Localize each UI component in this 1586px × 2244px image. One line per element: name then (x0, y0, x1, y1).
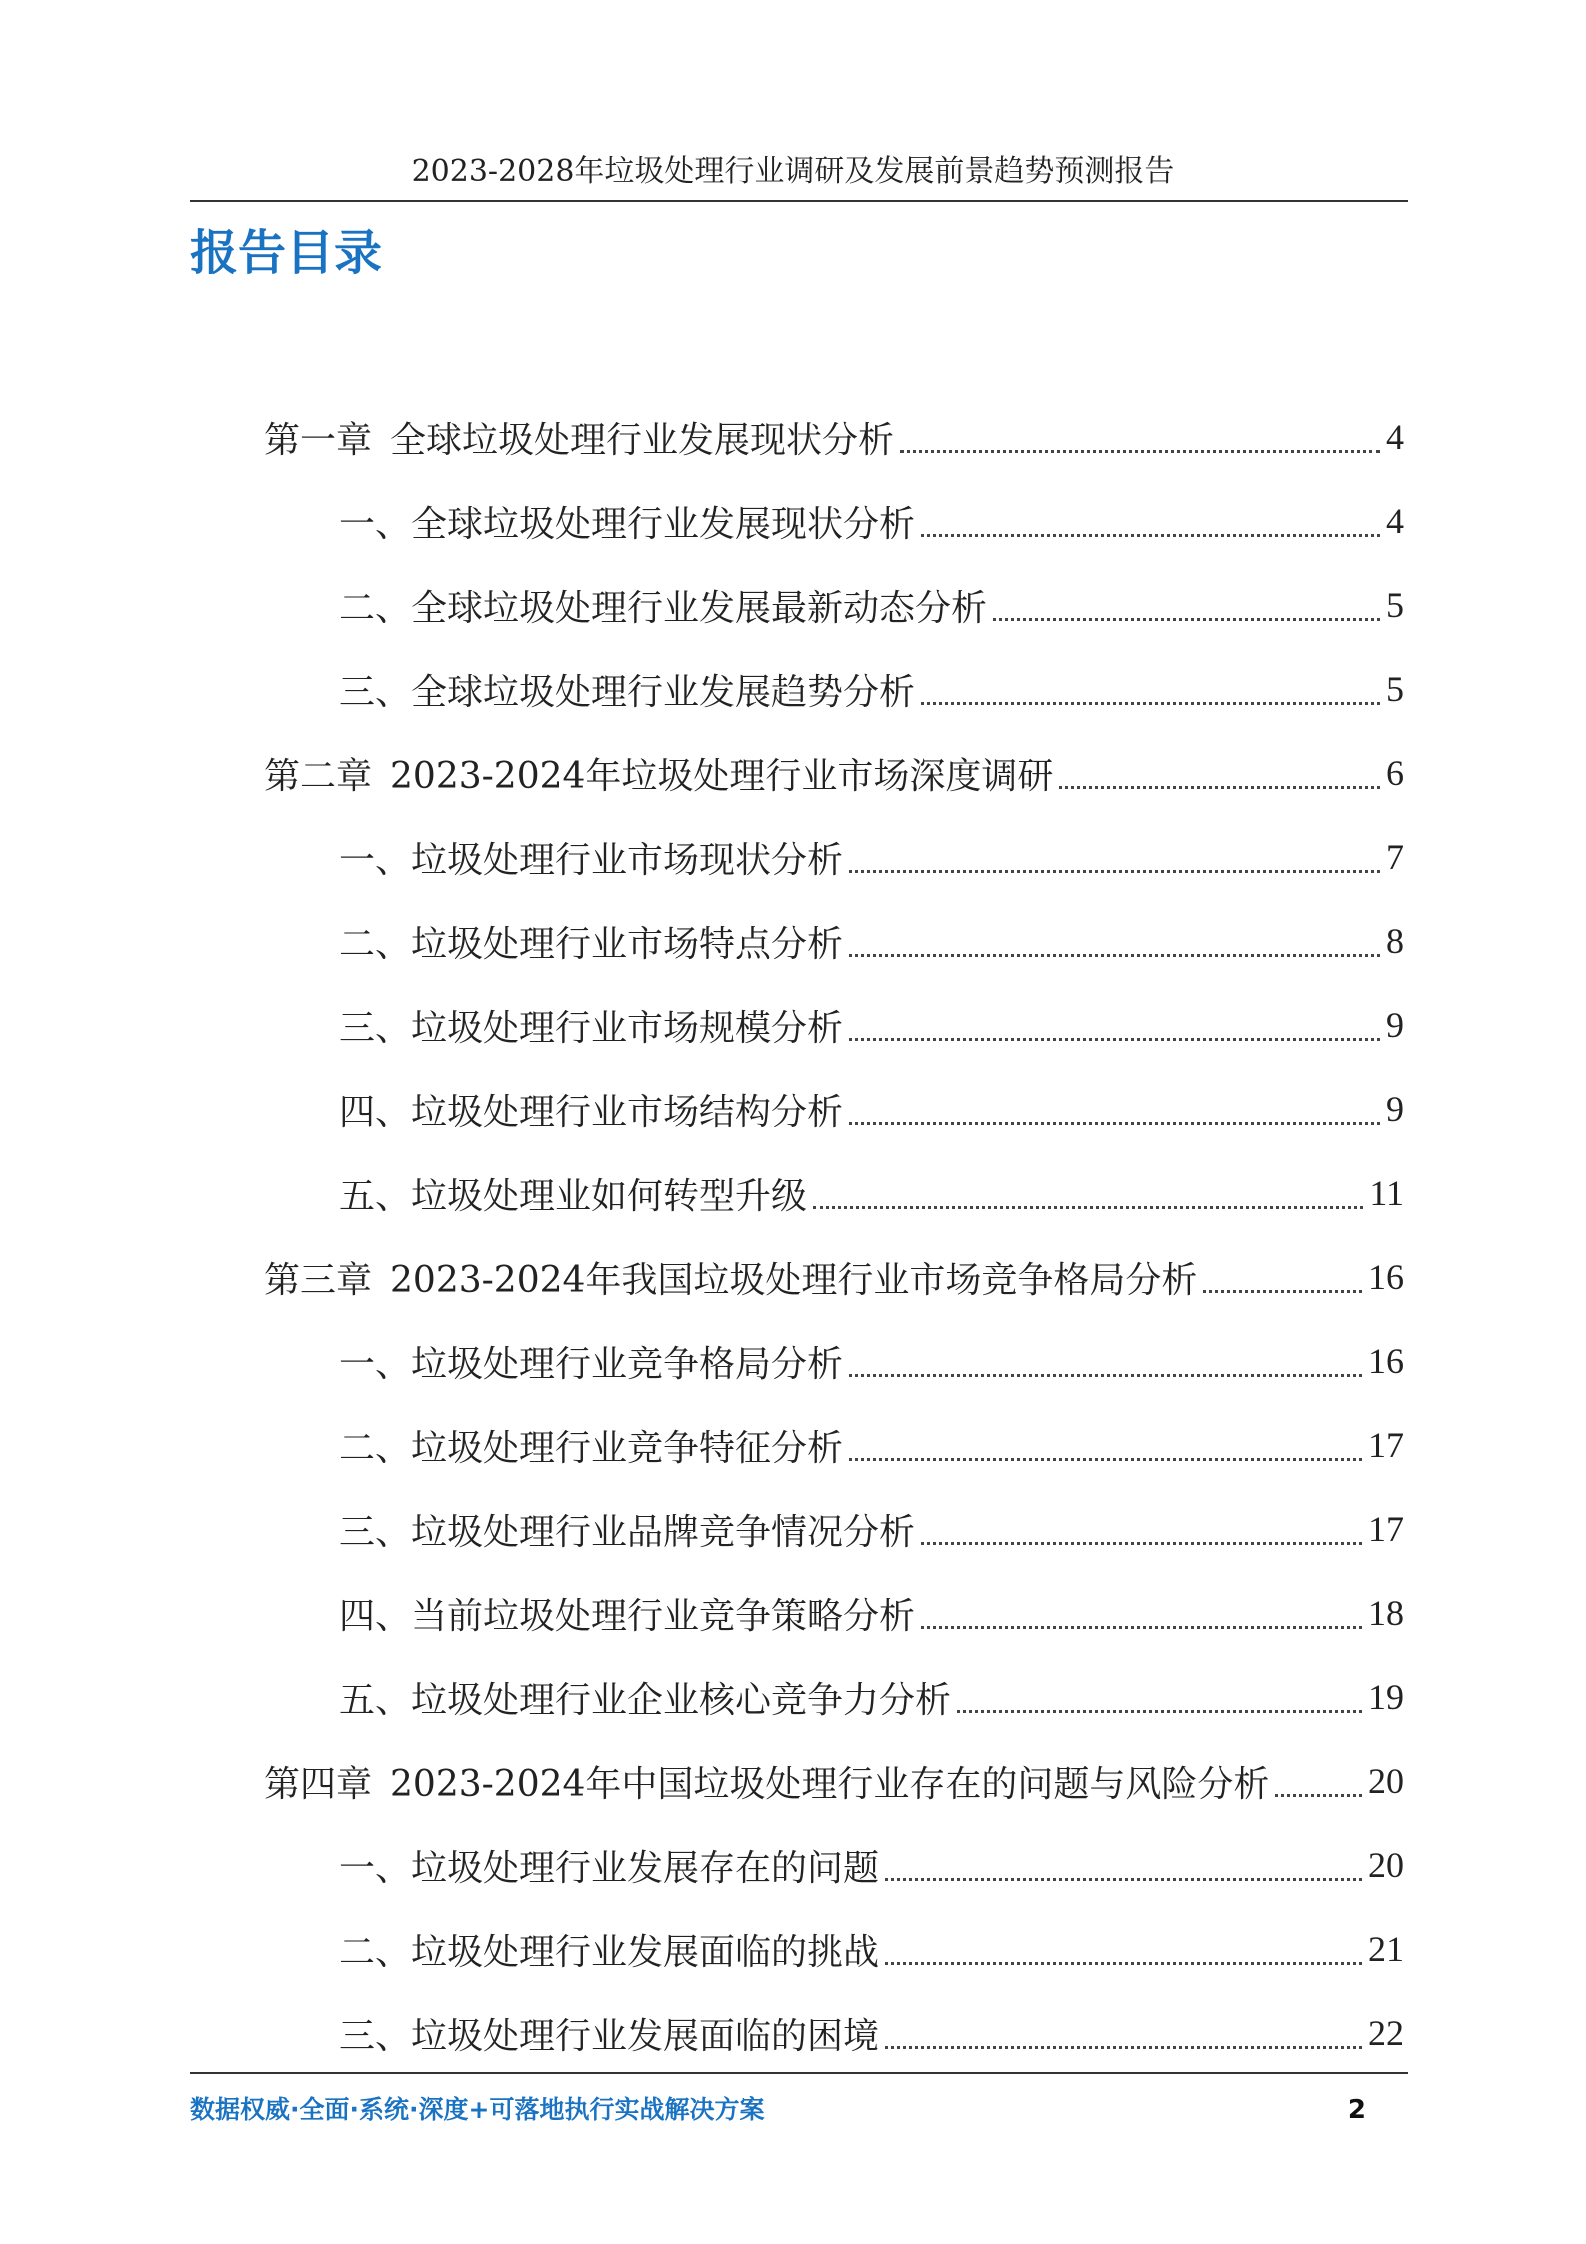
footer-rule (190, 2072, 1408, 2074)
toc-chapter-entry[interactable] (264, 1235, 1404, 1319)
toc-entry-title: 二、垃圾处理行业竞争特征分析 (339, 1427, 844, 1469)
toc-section-entry[interactable] (264, 1571, 1404, 1655)
toc-dot-leader (1203, 1290, 1362, 1293)
toc-section-entry[interactable] (264, 1907, 1404, 1991)
toc-entry-label (339, 1672, 951, 1723)
toc-entry-title: 三、垃圾处理行业市场规模分析 (339, 1007, 844, 1049)
toc-section-entry[interactable] (264, 1151, 1404, 1235)
toc-entry-label (339, 664, 915, 715)
toc-section-entry[interactable] (264, 563, 1404, 647)
toc-dot-leader (813, 1206, 1363, 1209)
toc-entry-label (264, 412, 894, 463)
toc-page-number: 17 (1368, 1425, 1404, 1465)
footer-page-number: 2 (1347, 2095, 1366, 2125)
toc-entry-title: 一、垃圾处理行业竞争格局分析 (339, 1343, 844, 1385)
toc-dot-leader (849, 1038, 1380, 1041)
toc-entry-label (339, 1000, 843, 1051)
toc-entry-title: 一、全球垃圾处理行业发展现状分析 (339, 503, 916, 545)
toc-entry-title: 三、全球垃圾处理行业发展趋势分析 (339, 671, 916, 713)
toc-page-number: 9 (1386, 1089, 1404, 1129)
toc-section-entry[interactable] (264, 1067, 1404, 1151)
toc-page-number: 6 (1386, 753, 1404, 793)
toc-dot-leader (849, 954, 1380, 957)
toc-chapter-number: 第一章 (264, 419, 373, 461)
toc-page-number: 11 (1369, 1173, 1404, 1213)
toc-page-number: 9 (1386, 1005, 1404, 1045)
toc-entry-label (264, 1252, 1197, 1303)
toc-entry-label (339, 1840, 879, 1891)
toc-section-entry[interactable] (264, 1487, 1404, 1571)
header-rule (190, 200, 1408, 202)
toc-chapter-number: 第二章 (264, 755, 373, 797)
toc-section-entry[interactable] (264, 479, 1404, 563)
toc-entry-label (339, 580, 987, 631)
toc-page-number: 19 (1368, 1677, 1404, 1717)
toc-page-number: 16 (1368, 1341, 1404, 1381)
running-header: 2023-2028年垃圾处理行业调研及发展前景趋势预测报告 (411, 154, 1175, 189)
toc-entry-label (339, 1924, 879, 1975)
toc-dot-leader (921, 1542, 1362, 1545)
toc-entry-title: 三、垃圾处理行业发展面临的困境 (339, 2015, 880, 2057)
toc-dot-leader (1275, 1794, 1362, 1797)
toc-entry-label (339, 2008, 879, 2059)
toc-section-entry[interactable] (264, 1655, 1404, 1739)
toc-entry-label (339, 1084, 843, 1135)
toc-entry-title: 2023-2024年我国垃圾处理行业市场竞争格局分析 (390, 1259, 1198, 1301)
toc-entry-title: 二、垃圾处理行业发展面临的挑战 (339, 1931, 880, 1973)
toc-entry-label (339, 496, 915, 547)
toc-page-number: 4 (1386, 417, 1404, 457)
toc-entry-label (339, 1336, 843, 1387)
toc-chapter-entry[interactable] (264, 731, 1404, 815)
toc-entry-title: 二、垃圾处理行业市场特点分析 (339, 923, 844, 965)
toc-entry-label (339, 1420, 843, 1471)
toc-dot-leader (849, 870, 1380, 873)
toc-entry-title: 2023-2024年垃圾处理行业市场深度调研 (390, 755, 1054, 797)
toc-section-entry[interactable] (264, 815, 1404, 899)
toc-entry-title: 一、垃圾处理行业市场现状分析 (339, 839, 844, 881)
toc-dot-leader (849, 1458, 1362, 1461)
toc-entry-label (339, 916, 843, 967)
toc-section-entry[interactable] (264, 647, 1404, 731)
toc-entry-title: 2023-2024年中国垃圾处理行业存在的问题与风险分析 (390, 1763, 1270, 1805)
toc-section-entry[interactable] (264, 1823, 1404, 1907)
toc-section-entry[interactable] (264, 1403, 1404, 1487)
toc-page-number: 20 (1368, 1761, 1404, 1801)
toc-dot-leader (921, 1626, 1362, 1629)
toc-page-number: 22 (1368, 2013, 1404, 2053)
toc-chapter-entry[interactable] (264, 395, 1404, 479)
toc-entry-title: 三、垃圾处理行业品牌竞争情况分析 (339, 1511, 916, 1553)
toc-page-number: 8 (1386, 921, 1404, 961)
toc-section-entry[interactable] (264, 1319, 1404, 1403)
toc-entry-title: 四、垃圾处理行业市场结构分析 (339, 1091, 844, 1133)
toc-entry-title: 全球垃圾处理行业发展现状分析 (390, 419, 895, 461)
toc-entry-label (339, 1588, 915, 1639)
toc-dot-leader (885, 2046, 1362, 2049)
toc-page-number: 5 (1386, 585, 1404, 625)
toc-dot-leader (849, 1374, 1362, 1377)
toc-dot-leader (993, 618, 1380, 621)
toc-entry-label (264, 1756, 1269, 1807)
footer-slogan: 数据权威·全面·系统·深度+可落地执行实战解决方案 (190, 2095, 765, 2124)
table-of-contents (264, 395, 1404, 2075)
toc-page-number: 4 (1386, 501, 1404, 541)
toc-entry-title: 一、垃圾处理行业发展存在的问题 (339, 1847, 880, 1889)
toc-dot-leader (921, 534, 1380, 537)
toc-entry-title: 二、全球垃圾处理行业发展最新动态分析 (339, 587, 988, 629)
toc-entry-title: 五、垃圾处理行业企业核心竞争力分析 (339, 1679, 952, 1721)
toc-dot-leader (885, 1878, 1362, 1881)
toc-page-number: 17 (1368, 1509, 1404, 1549)
toc-page-number: 20 (1368, 1845, 1404, 1885)
toc-entry-title: 五、垃圾处理业如何转型升级 (339, 1175, 808, 1217)
toc-dot-leader (957, 1710, 1362, 1713)
toc-page-number: 7 (1386, 837, 1404, 877)
toc-entry-label (264, 748, 1053, 799)
toc-chapter-number: 第三章 (264, 1259, 373, 1301)
toc-entry-title: 四、当前垃圾处理行业竞争策略分析 (339, 1595, 916, 1637)
toc-section-entry[interactable] (264, 983, 1404, 1067)
toc-dot-leader (849, 1122, 1380, 1125)
toc-chapter-entry[interactable] (264, 1739, 1404, 1823)
toc-section-entry[interactable] (264, 899, 1404, 983)
toc-dot-leader (885, 1962, 1362, 1965)
toc-page-number: 16 (1368, 1257, 1404, 1297)
toc-heading: 报告目录 (190, 225, 383, 281)
toc-dot-leader (921, 702, 1380, 705)
toc-dot-leader (900, 450, 1380, 453)
toc-page-number: 5 (1386, 669, 1404, 709)
toc-page-number: 21 (1368, 1929, 1404, 1969)
toc-entry-label (339, 832, 843, 883)
toc-entry-label (339, 1504, 915, 1555)
toc-page-number: 18 (1368, 1593, 1404, 1633)
toc-dot-leader (1059, 786, 1380, 789)
toc-chapter-number: 第四章 (264, 1763, 373, 1805)
toc-section-entry[interactable] (264, 1991, 1404, 2075)
toc-entry-label (339, 1168, 807, 1219)
